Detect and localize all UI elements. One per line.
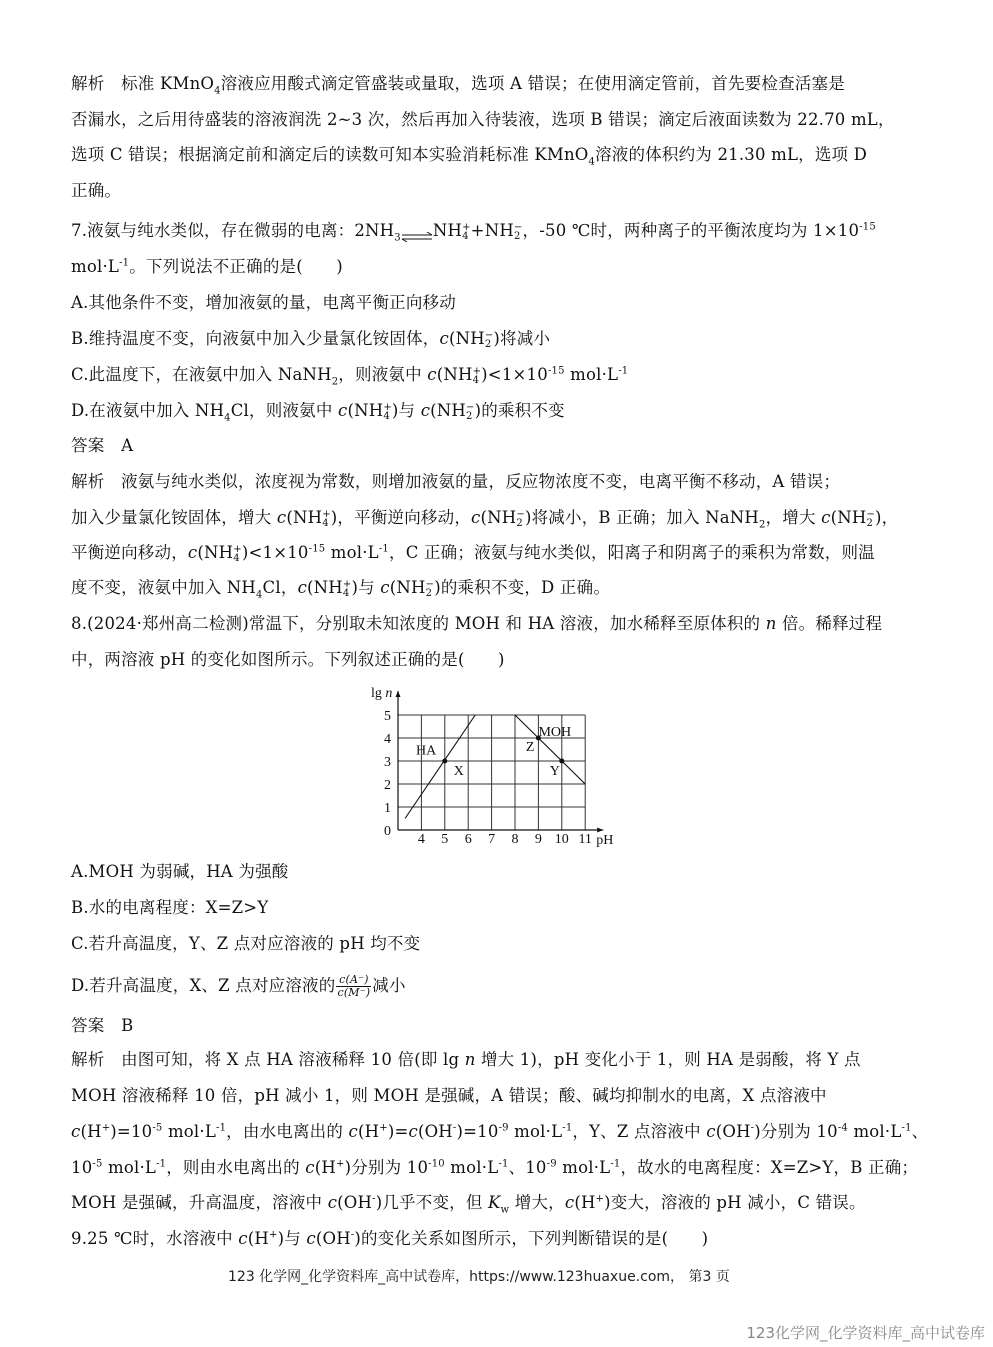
q8-explanation-line-2: MOH 溶液稀释 10 倍，pH 减小 1，则 MOH 是强碱，A 错误；酸、碱均抑制水的电离，X 点溶液中	[71, 1086, 827, 1105]
q7-stem-line-2: $mol\cdot L^{-1}$。下列说法不正确的是( )	[71, 257, 343, 276]
x-tick-label: 8	[511, 832, 519, 847]
point-label-z: Z	[525, 740, 535, 756]
q8-stem-line-1: 8.(2024·郑州高二检测)常温下，分别取未知浓度的 MOH 和 HA 溶液，加水稀释至原体积的 n 倍。稀释过程	[71, 614, 883, 633]
x-tick-label: 11	[578, 832, 592, 847]
q7-explanation-line-1: 解析 液氨与纯水类似，浓度视为常数，则增加液氨的量，反应物浓度不变，电离平衡不移动，A 错误；	[71, 472, 841, 491]
x-tick-label: 5	[441, 832, 449, 847]
y-axis-arrow-icon	[396, 691, 401, 697]
q6-explanation-line-1: 解析 标准 KMnO$_4$溶液应用酸式滴定管盛装或量取，选项 A 错误；在使用滴定管前，首先要检查活塞是	[71, 74, 845, 97]
y-tick-label: 5	[384, 709, 391, 724]
q8-explanation-line-5: MOH 是强碱，升高温度，溶液中 c(OH-)几乎不变，但 $K_w$ 增大，c(H+)变大，溶液的 pH 减小，C 错误。	[71, 1193, 866, 1216]
series-label-moh: MOH	[538, 725, 572, 741]
q7-explanation-line-2: 加入少量氯化铵固体，增大 c(NH + 4 )，平衡逆向移动，c(NH − 2 )将减小，B 正确；加入 NaNH$_2$，增大 c(NH − 2 )，	[71, 508, 899, 531]
q7-option-c: C.此温度下，在液氨中加入 NaNH$_2$，则液氨中 c(NH + 4 )$<1\times 10^{-15}$ $mol\cdot L^{-1}$	[71, 365, 629, 388]
y-tick-label: 4	[384, 732, 391, 747]
chart-labels	[371, 686, 613, 848]
x-axis-arrow-icon	[597, 828, 603, 833]
q8-option-c: C.若升高温度，Y、Z 点对应溶液的 pH 均不变	[71, 934, 421, 953]
series-line-ha	[405, 715, 475, 819]
point-x	[442, 759, 447, 764]
q6-explanation-line-3: 选项 C 错误；根据滴定前和滴定后的读数可知本实验消耗标准 KMnO$_4$溶液的体积约为 21.30 mL，选项 D	[71, 145, 868, 168]
q7-option-a: A.其他条件不变，增加液氨的量，电离平衡正向移动	[71, 293, 456, 312]
q8-stem-line-2: 中，两溶液 pH 的变化如图所示。下列叙述正确的是( )	[71, 650, 505, 669]
x-tick-label: 9	[534, 832, 542, 847]
q7-option-b: B.维持温度不变，向液氨中加入少量氯化铵固体，c(NH − 2 )将减小	[71, 329, 551, 350]
chart-axes	[396, 691, 604, 833]
y-tick-label: 2	[384, 778, 391, 793]
y-tick-label: 1	[384, 801, 391, 816]
q7-answer: 答案 A	[71, 436, 134, 455]
q8-option-a: A.MOH 为弱碱，HA 为强酸	[71, 862, 289, 881]
x-tick-label: 10	[554, 832, 569, 847]
ratio-fraction: $\frac{c(A^-)}{c(M^-)}$	[337, 973, 371, 999]
series-label-ha: HA	[415, 743, 437, 759]
page-footer: 123 化学网_化学资料库_高中试卷库，https://www.123huaxue.com， 第3 页	[228, 1269, 730, 1285]
x-tick-label: 6	[464, 832, 472, 847]
y-tick-label: 0	[384, 824, 391, 839]
point-label-x: X	[453, 764, 464, 780]
y-tick-label: 3	[384, 755, 391, 770]
q9-stem: 9.25 ℃时，水溶液中 c(H+)与 c(OH-)的变化关系如图所示，下列判断错误的是( )	[71, 1229, 709, 1248]
y-axis-label: lg n	[371, 686, 393, 701]
watermark: 123化学网_化学资料库_高中试卷库	[746, 1324, 985, 1342]
q7-option-d: D.在液氨中加入 $NH_4Cl$，则液氨中 c(NH + 4 )与 c(NH − 2 )的乘积不变	[71, 401, 565, 424]
q8-explanation-line-3: $c(H^+)=10^{-5}$ $mol\cdot L^{-1}$，由水电离出的 $c(H^+)=c(OH^-)=10^{-9}$ $mol\cdot L^{-1}$，Y、Z 点溶液中 c(OH-)分别为 $10^{-4}$ $mol\cdot L^{-1}$、	[71, 1122, 929, 1141]
equilibrium-arrow-icon	[401, 227, 433, 237]
x-tick-label: 4	[417, 832, 425, 847]
q8-option-b: B.水的电离程度：X=Z>Y	[71, 898, 269, 917]
x-tick-label: 7	[488, 832, 496, 847]
q7-stem-line-1: 7.液氨与纯水类似，存在微弱的电离：$2NH_3$ NH + 4 +NH − 2 ，-50 ℃时，两种离子的平衡浓度均为 $1\times 10^{-15}$	[71, 221, 876, 244]
q8-answer: 答案 B	[71, 1016, 134, 1035]
q6-explanation-line-2: 否漏水，之后用待盛装的溶液润洗 2~3 次，然后再加入待装液，选项 B 错误；滴定后液面读数为 22.70 mL，	[71, 110, 895, 129]
q6-explanation-line-4: 正确。	[71, 181, 122, 200]
q7-explanation-line-4: 度不变，液氨中加入 $NH_4Cl$，c(NH + 4 )与 c(NH − 2 )的乘积不变，D 正确。	[71, 578, 611, 601]
point-y	[559, 759, 564, 764]
q8-explanation-line-1: 解析 由图可知，将 X 点 HA 溶液稀释 10 倍(即 lg n 增大 1)，pH 变化小于 1，则 HA 是弱酸，将 Y 点	[71, 1050, 861, 1069]
point-label-y: Y	[549, 764, 560, 780]
q8-explanation-line-4: $10^{-5}$ $mol\cdot L^{-1}$，则由水电离出的 c(H+)分别为 $10^{-10}$ $mol\cdot L^{-1}$、$10^{-9}$ $mol\cdot L^{-1}$，故水的电离程度：X=Z>Y，B 正确；	[71, 1158, 919, 1177]
x-axis-label: pH	[596, 833, 614, 848]
ph-dilution-chart	[365, 680, 625, 850]
q8-option-d: D.若升高温度，X、Z 点对应溶液的 $\frac{c(A^-)}{c(M^-)}$ 减小	[71, 973, 406, 999]
q7-explanation-line-3: 平衡逆向移动，c(NH + 4 )$<1\times 10^{-15}$ $mol\cdot L^{-1}$，C 正确；液氨与纯水类似，阳离子和阴离子的乘积为常数，则温	[71, 543, 875, 564]
